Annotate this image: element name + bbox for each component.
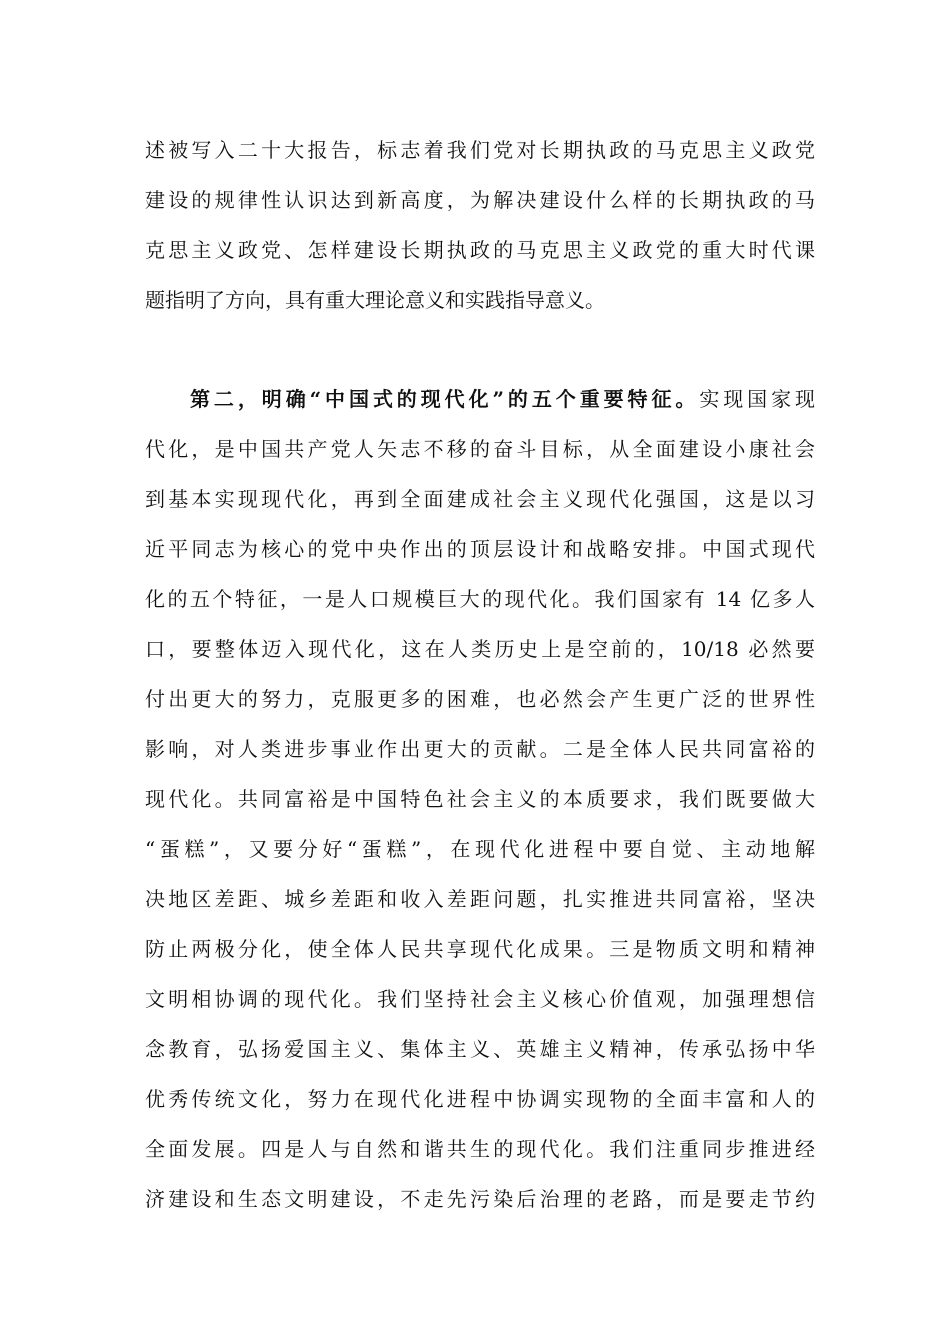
- paragraph-2-line-7: 付出更大的努力，克服更多的困难，也必然会产生更广泛的世界性: [145, 687, 815, 711]
- paragraph-2-line-1: [190, 379, 815, 419]
- paragraph-2-line-14: 念教育，弘扬爱国主义、集体主义、英雄主义精神，传承弘扬中华: [145, 1037, 815, 1061]
- paragraph-2-line-2: 代化，是中国共产党人矢志不移的奋斗目标，从全面建设小康社会: [145, 437, 815, 461]
- paragraph-2-line-16: 全面发展。四是人与自然和谐共生的现代化。我们注重同步推进经: [145, 1137, 815, 1161]
- paragraph-2-line-11: 决地区差距、城乡差距和收入差距问题，扎实推进共同富裕，坚决: [145, 887, 815, 911]
- paragraph-2-line-12: 防止两极分化，使全体人民共享现代化成果。三是物质文明和精神: [145, 937, 815, 961]
- paragraph-2-line-4: 近平同志为核心的党中央作出的顶层设计和战略安排。中国式现代: [145, 537, 815, 561]
- paragraph-1-line-2: 建设的规律性认识达到新高度，为解决建设什么样的长期执政的马: [145, 188, 815, 212]
- paragraph-2-line-3: 到基本实现现代化，再到全面建成社会主义现代化强国，这是以习: [145, 487, 815, 511]
- paragraph-1-line-3: 克思主义政党、怎样建设长期执政的马克思主义政党的重大时代课: [145, 238, 815, 262]
- paragraph-2-line-9: 现代化。共同富裕是中国特色社会主义的本质要求，我们既要做大: [145, 787, 815, 811]
- paragraph-1-line-4: 题指明了方向，具有重大理论意义和实践指导意义。: [145, 288, 605, 312]
- paragraph-2-line-5: 化的五个特征，一是人口规模巨大的现代化。我们国家有 14 亿多人: [145, 587, 815, 611]
- paragraph-2-line-1-rest: 实现国家现: [699, 387, 815, 411]
- paragraph-2-line-8: 影响，对人类进步事业作出更大的贡献。二是全体人民共同富裕的: [145, 737, 815, 761]
- section-heading: 第二，明确“中国式的现代化”的五个重要特征。: [190, 387, 700, 411]
- paragraph-2-line-6: 口，要整体迈入现代化，这在人类历史上是空前的，10/18 必然要: [145, 637, 815, 661]
- paragraph-2-line-13: 文明相协调的现代化。我们坚持社会主义核心价值观，加强理想信: [145, 987, 815, 1011]
- paragraph-2-line-10: “蛋糕”，又要分好“蛋糕”，在现代化进程中要自觉、主动地解: [145, 837, 815, 861]
- paragraph-2-line-15: 优秀传统文化，努力在现代化进程中协调实现物的全面丰富和人的: [145, 1087, 815, 1111]
- paragraph-1-line-1: 述被写入二十大报告，标志着我们党对长期执政的马克思主义政党: [145, 138, 815, 162]
- paragraph-2-line-17: 济建设和生态文明建设，不走先污染后治理的老路，而是要走节约: [145, 1187, 815, 1211]
